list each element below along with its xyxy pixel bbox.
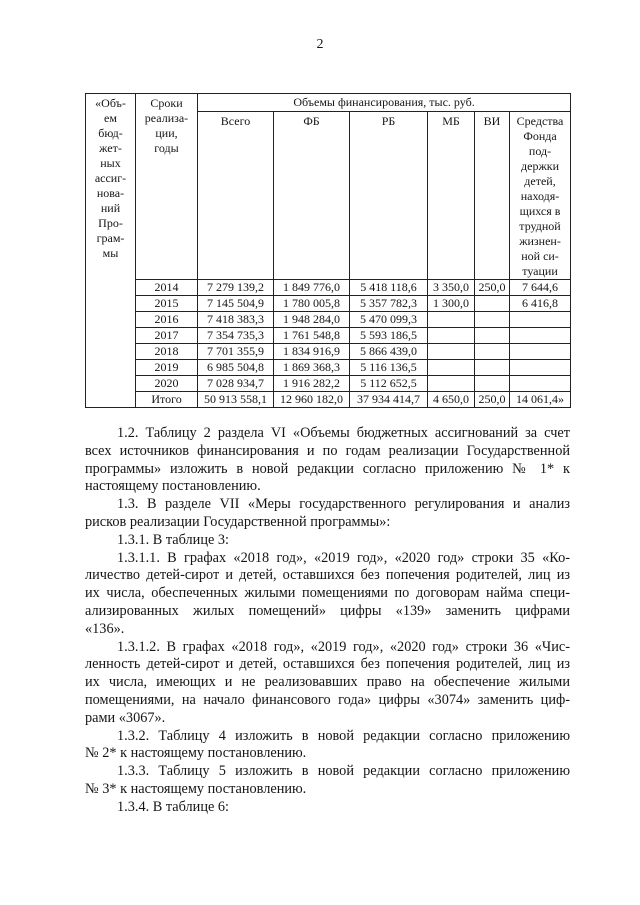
budget-allocations-header: «Объ- ем бюд- жет- ных ассиг- нова- ний Про- грам- мы (86, 94, 136, 408)
vi-cell (475, 328, 510, 344)
total-cell: 50 913 558,1 (198, 392, 274, 408)
vi-cell (475, 344, 510, 360)
implementation-years-header: Сроки реализа- ции, годы (136, 94, 198, 280)
mb-cell (428, 360, 475, 376)
fb-cell: 1 834 916,9 (274, 344, 350, 360)
table-row (86, 328, 571, 344)
row-label-cell: 2020 (136, 376, 198, 392)
text-line: ализированных жилых помещений» цифры «139» заменить цифрами (85, 602, 570, 619)
table-row (86, 312, 571, 328)
header-fund: Средства Фонда под- держки детей, находя- щихся в трудной жизнен- ной си- туации (510, 112, 571, 280)
row-label-cell: 2014 (136, 280, 198, 296)
table-row (86, 296, 571, 312)
financing-table (85, 93, 571, 408)
paragraph-1-3-1 (85, 532, 570, 550)
rb-cell: 5 593 186,5 (350, 328, 428, 344)
text-line: «136». (85, 620, 125, 637)
fb-cell: 1 948 284,0 (274, 312, 350, 328)
table-row (86, 344, 571, 360)
header-mb: МБ (428, 112, 475, 280)
fb-cell: 1 780 005,8 (274, 296, 350, 312)
total-cell: 7 354 735,3 (198, 328, 274, 344)
rb-cell: 37 934 414,7 (350, 392, 428, 408)
rb-cell: 5 116 136,5 (350, 360, 428, 376)
fb-cell: 1 869 368,3 (274, 360, 350, 376)
mb-cell: 1 300,0 (428, 296, 475, 312)
mb-cell (428, 328, 475, 344)
text-line: помещениями, на начало финансового года» цифры «3074» заменить циф- (85, 691, 570, 708)
text-line: их числа, имеющих и не реализовавших право на обеспечение жилыми (85, 674, 570, 691)
paragraph-1-2 (85, 425, 570, 496)
rb-cell: 5 470 099,3 (350, 312, 428, 328)
vi-cell (475, 360, 510, 376)
text-line: их числа, обеспеченных жилыми помещениями по договорам найма специ- (85, 585, 570, 602)
header-vi: ВИ (475, 112, 510, 280)
mb-cell: 4 650,0 (428, 392, 475, 408)
fund-cell: 7 644,6 (510, 280, 571, 296)
rb-cell: 5 357 782,3 (350, 296, 428, 312)
total-cell: 7 145 504,9 (198, 296, 274, 312)
mb-cell: 3 350,0 (428, 280, 475, 296)
text-line: 1.3.2. Таблицу 4 изложить в новой редакции согласно приложению (117, 727, 570, 744)
paragraph-1-3 (85, 496, 570, 532)
text-line: рисков реализации Государственной программы»: (85, 513, 391, 530)
header-rb: РБ (350, 112, 428, 280)
fund-cell (510, 312, 571, 328)
rb-cell: 5 866 439,0 (350, 344, 428, 360)
row-label-cell: Итого (136, 392, 198, 408)
text-line: 1.3.1.2. В графах «2018 год», «2019 год», «2020 год» строки 36 «Чис- (117, 638, 570, 655)
text-line: № 3* к настоящему постановлению. (85, 780, 307, 797)
vi-cell: 250,0 (475, 392, 510, 408)
page-number: 2 (316, 37, 324, 52)
paragraph-1-3-4 (85, 799, 570, 817)
paragraph-1-3-3 (85, 763, 570, 799)
row-label-cell: 2015 (136, 296, 198, 312)
fb-cell: 1 761 548,8 (274, 328, 350, 344)
vi-cell: 250,0 (475, 280, 510, 296)
row-label-cell: 2016 (136, 312, 198, 328)
vi-cell (475, 376, 510, 392)
rb-cell: 5 112 652,5 (350, 376, 428, 392)
table-total-row (86, 392, 571, 408)
document-body (85, 425, 570, 817)
text-line: 1.3.3. Таблицу 5 изложить в новой редакции согласно приложению (117, 763, 570, 780)
table-row (86, 280, 571, 296)
text-line: № 2* к настоящему постановлению. (85, 745, 307, 762)
fund-cell (510, 360, 571, 376)
row-label-cell: 2017 (136, 328, 198, 344)
fund-cell: 14 061,4» (510, 392, 571, 408)
table-row (86, 376, 571, 392)
text-line: личество детей-сирот и детей, оставшихся без попечения родителей, лиц из (85, 567, 570, 584)
row-label-cell: 2019 (136, 360, 198, 376)
total-cell: 7 028 934,7 (198, 376, 274, 392)
text-line: программы» изложить в новой редакции согласно приложению № 1* к (85, 460, 570, 477)
row-label-cell: 2018 (136, 344, 198, 360)
header-total: Всего (198, 112, 274, 280)
text-line: рами «3067». (85, 709, 166, 726)
text-line: 1.3.4. В таблице 6: (117, 798, 230, 815)
mb-cell (428, 376, 475, 392)
paragraph-1-3-1-1 (85, 550, 570, 639)
rb-cell: 5 418 118,6 (350, 280, 428, 296)
mb-cell (428, 344, 475, 360)
mb-cell (428, 312, 475, 328)
text-line: 1.3.1.1. В графах «2018 год», «2019 год», «2020 год» строки 35 «Ко- (117, 549, 570, 566)
fund-cell (510, 328, 571, 344)
total-cell: 6 985 504,8 (198, 360, 274, 376)
table-header-row (86, 94, 571, 112)
text-line: 1.2. Таблицу 2 раздела VI «Объемы бюджетных ассигнований за счет (117, 425, 570, 441)
financing-volumes-header: Объемы финансирования, тыс. руб. (198, 94, 571, 112)
paragraph-1-3-2 (85, 728, 570, 764)
financing-table-container (85, 93, 570, 408)
vi-cell (475, 312, 510, 328)
total-cell: 7 279 139,2 (198, 280, 274, 296)
text-line: 1.3.1. В таблице 3: (117, 531, 230, 548)
text-line: 1.3. В разделе VII «Меры государственного регулирования и анализ (117, 496, 570, 513)
text-line: настоящему постановлению. (85, 478, 261, 495)
fb-cell: 12 960 182,0 (274, 392, 350, 408)
table-row (86, 360, 571, 376)
paragraph-1-3-1-2 (85, 639, 570, 728)
total-cell: 7 418 383,3 (198, 312, 274, 328)
fund-cell (510, 344, 571, 360)
header-fb: ФБ (274, 112, 350, 280)
text-line: ленность детей-сирот и детей, оставшихся без попечения родителей, лиц из (85, 656, 570, 673)
total-cell: 7 701 355,9 (198, 344, 274, 360)
fund-cell (510, 376, 571, 392)
fb-cell: 1 849 776,0 (274, 280, 350, 296)
fund-cell: 6 416,8 (510, 296, 571, 312)
fb-cell: 1 916 282,2 (274, 376, 350, 392)
text-line: всех источников финансирования и по годам реализации Государственной (85, 442, 570, 459)
vi-cell (475, 296, 510, 312)
